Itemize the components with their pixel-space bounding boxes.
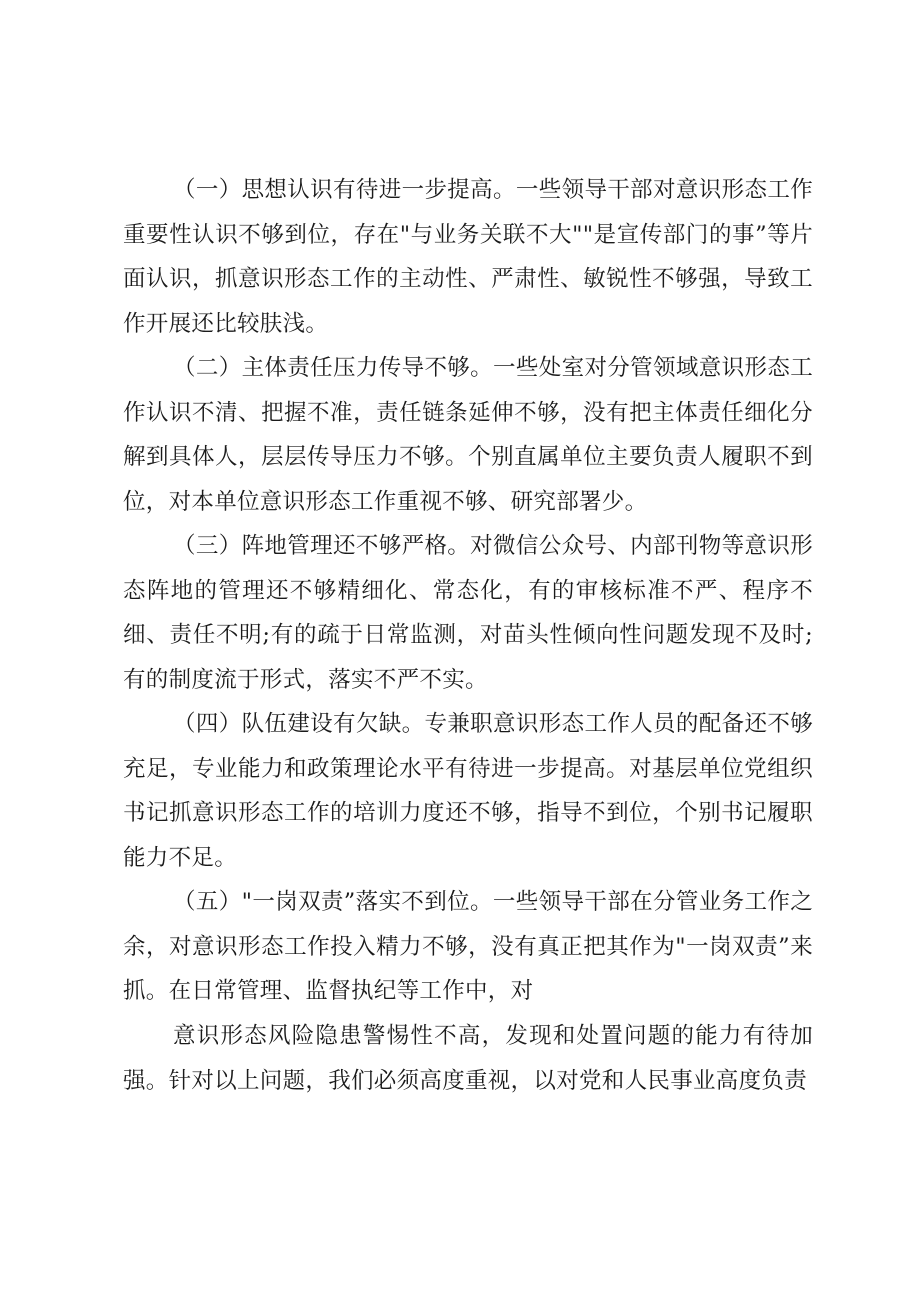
paragraph-risk-awareness: 意识形态风险隐患警惕性不高，发现和处置问题的能力有待加强。针对以上问题，我们必须高度重视，以对党和人民事业高度负责 xyxy=(123,1023,813,1094)
paragraph-dual-responsibility: （五）"一岗双责”落实不到位。一些领导干部在分管业务工作之余，对意识形态工作投入精力不够，没有真正把其作为"一岗双责”来抓。在日常管理、监督执纪等工作中，对 xyxy=(123,889,813,1005)
paragraph-position-management: （三）阵地管理还不够严格。对微信公众号、内部刊物等意识形态阵地的管理还不够精细化、常态化，有的审核标准不严、程序不细、责任不明;有的疏于日常监测，对苗头性倾向性问题发现不及时;有的制度流于形式，落实不严不实。 xyxy=(123,533,813,694)
paragraph-main-responsibility: （二）主体责任压力传导不够。一些处室对分管领域意识形态工作认识不清、把握不准，责任链条延伸不够，没有把主体责任细化分解到具体人，层层传导压力不够。个别直属单位主要负责人履职不到位，对本单位意识形态工作重视不够、研究部署少。 xyxy=(123,355,813,516)
paragraph-team-building: （四）队伍建设有欠缺。专兼职意识形态工作人员的配备还不够充足，专业能力和政策理论水平有待进一步提高。对基层单位党组织书记抓意识形态工作的培训力度还不够，指导不到位，个别书记履职能力不足。 xyxy=(123,711,813,872)
paragraph-thought-awareness: （一）思想认识有待进一步提高。一些领导干部对意识形态工作重要性认识不够到位，存在"与业务关联不大""是宣传部门的事”等片面认识，抓意识形态工作的主动性、严肃性、敏锐性不够强，导致工作开展还比较肤浅。 xyxy=(123,177,813,338)
